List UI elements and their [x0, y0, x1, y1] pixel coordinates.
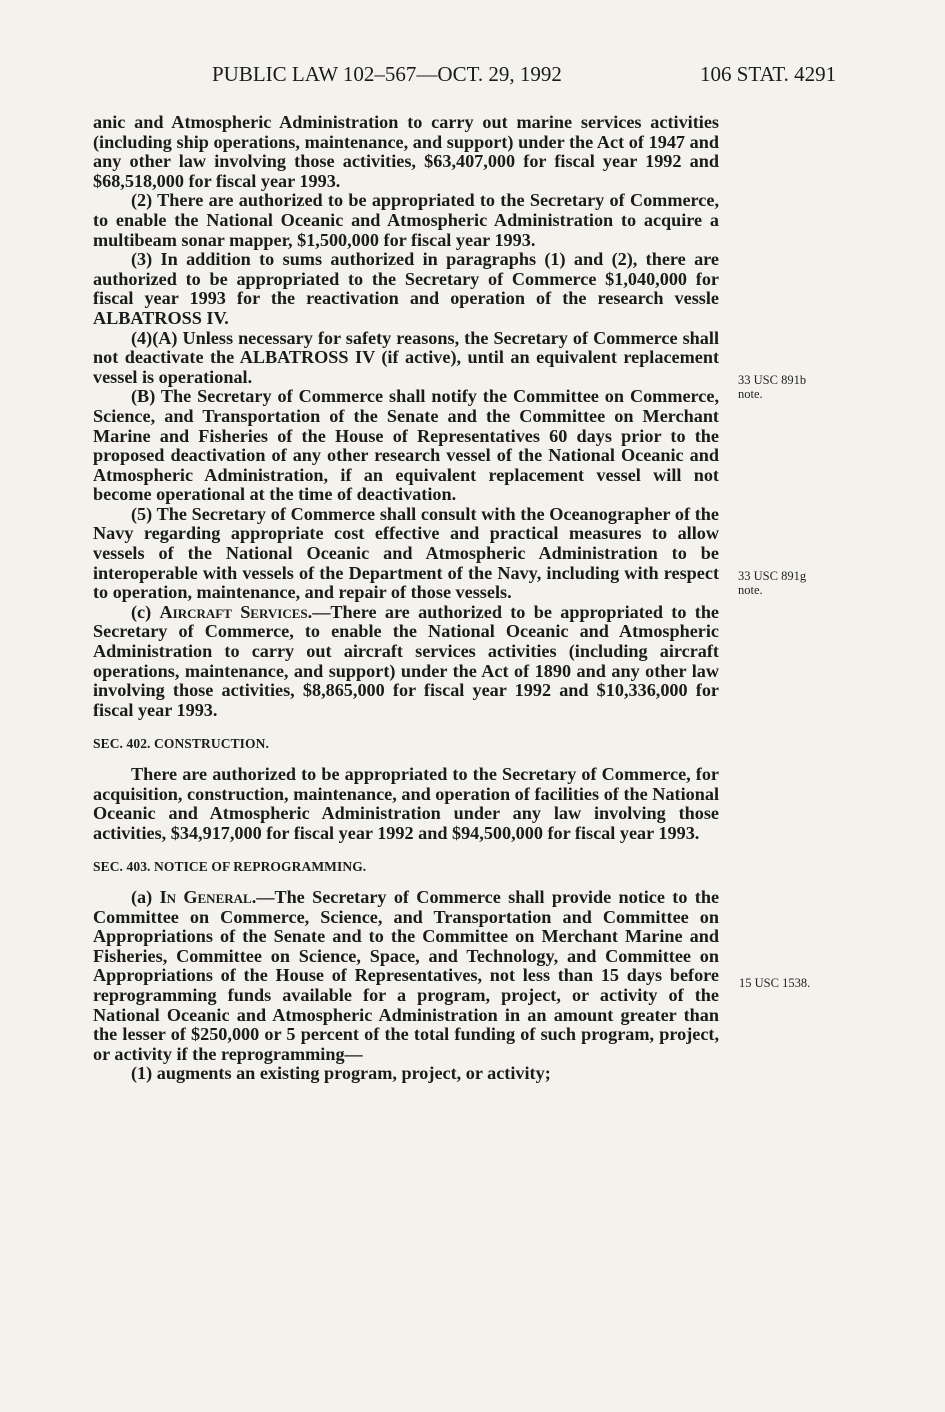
paragraph-4b: (B) The Secretary of Commerce shall notify the Committee on Commerce, Science, and Transportation of the Senate and the Committee on Merchant Marine and Fisheries of the House of Representatives 60 days prior to the proposed deactivation of any other research vessel of the National Oceanic and Atmospheric Administration, if an equivalent replacement vessel will not become operational at the time of deactivation.	[93, 386, 719, 505]
margin-note-891g-citation: 33 USC 891g	[738, 569, 807, 583]
subsection-a-label: (a)	[131, 886, 153, 907]
page-header	[0, 62, 945, 92]
margin-note-891b	[738, 373, 806, 401]
paragraph-a1: (1) augments an existing program, project, or activity;	[131, 1063, 551, 1084]
margin-note-1538-citation: 15 USC 1538.	[739, 976, 811, 990]
paragraph-5: (5) The Secretary of Commerce shall consult with the Oceanographer of the Navy regarding appropriate cost effective and practical measures to allow vessels of the National Oceanic and Atmospheric Administration to be interoperable with vessels of the Department of the Navy, including with respect to operation, maintenance, and repair of those vessels.	[93, 503, 719, 603]
subsection-a	[93, 888, 719, 1064]
paragraph-continuation: anic and Atmospheric Administration to carry out marine services activities (including ship operations, maintenance, and support) under the Act of 1947 and any other law involving those activities, $63,407,000 for fiscal year 1992 and $68,518,000 for fiscal year 1993.	[93, 112, 719, 191]
subsection-c-label: (c)	[131, 601, 152, 622]
subsection-c-heading: Aircraft Services.	[159, 601, 313, 622]
paragraph-4a: (4)(A) Unless necessary for safety reasons, the Secretary of Commerce shall not deactivate the ALBATROSS IV (if active), until an equivalent replacement vessel is operational.	[93, 327, 719, 387]
subsection-c-text: —There are authorized to be appropriated to the Secretary of Commerce, to enable the National Oceanic and Atmospheric Administration to carry out aircraft services activities (including aircraft operations, maintenance, and support) under the Act of 1890 and any other law involving those activities, $8,865,000 for fiscal year 1992 and $10,336,000 for fiscal year 1993.	[93, 601, 720, 720]
margin-note-891g-suffix: note.	[738, 583, 763, 597]
section-402-text: There are authorized to be appropriated to the Secretary of Commerce, for acquisition, construction, maintenance, and operation of facilities of the National Oceanic and Atmospheric Administration under any law involving those activities, $34,917,000 for fiscal year 1992 and $94,500,000 for fiscal year 1993.	[93, 764, 719, 843]
running-title: PUBLIC LAW 102–567—OCT. 29, 1992	[212, 62, 562, 86]
statute-page-number: 106 STAT. 4291	[700, 62, 837, 86]
subsection-a-heading: In General.	[159, 886, 257, 907]
paragraph-2: (2) There are authorized to be appropriated to the Secretary of Commerce, to enable the National Oceanic and Atmospheric Administration to acquire a multibeam sonar mapper, $1,500,000 for fiscal year 1993.	[93, 190, 719, 250]
subsection-c	[93, 603, 719, 721]
body-text	[93, 113, 719, 1084]
section-402-heading: SEC. 402. CONSTRUCTION.	[93, 736, 269, 752]
margin-note-891b-citation: 33 USC 891b	[738, 373, 807, 387]
margin-note-891g	[738, 569, 806, 597]
subsection-a-text: —The Secretary of Commerce shall provide notice to the Committee on Commerce, Science, and Transportation and Committee on Appropriations of the Senate and to the Committee on Merchant Marine and Fisheries, Committee on Science, Space, and Technology, and Committee on Appropriations of the House of Representatives, not less than 15 days before reprogramming funds available for a program, project, or activity of the National Oceanic and Atmospheric Administration in an amount greater than the lesser of $250,000 or 5 percent of the total funding of such program, project, or activity if the reprogramming—	[93, 886, 720, 1064]
section-403-heading: SEC. 403. NOTICE OF REPROGRAMMING.	[93, 859, 367, 875]
paragraph-3: (3) In addition to sums authorized in paragraphs (1) and (2), there are authorized to be appropriated to the Secretary of Commerce $1,040,000 for fiscal year 1993 for the reactivation and operation of the research vessle ALBATROSS IV.	[93, 249, 719, 328]
margin-note-1538	[739, 976, 810, 990]
margin-note-891b-suffix: note.	[738, 387, 763, 401]
